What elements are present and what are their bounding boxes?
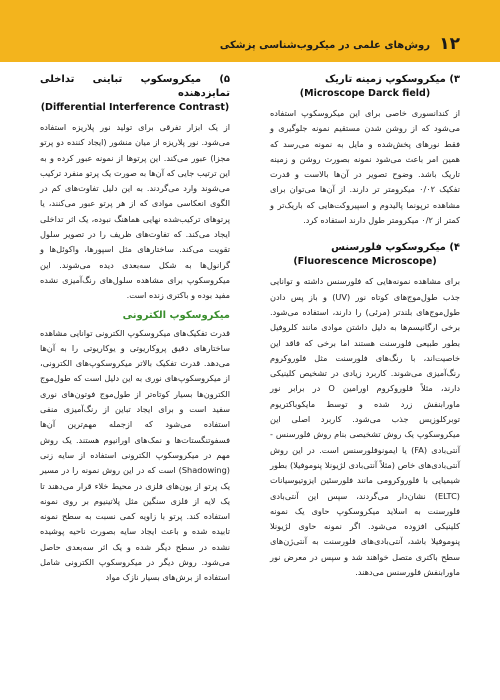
electron-microscope-text: قدرت تفکیک‌های میکروسکوپ الکترونی توانایی مشاهده ساختارهای دقیق پروکاریوتی و یوکاریوتی را به آن‌ها می‌دهد. قدرت تفکیک بالاتر میکروسکوپ‌های الکترونی، از میکروسکوپ‌های نوری به این دلیل است که طول‌موج الکترون‌ها بسیار کوتاه‌تر از طول‌موج فوتون‌های نوری سفید است و برای ایجاد تباین از رنگ‌آمیزی منفی استفاده می‌شود که ازجمله مهم‌ترین آن‌ها فسفوتنگستات‌ها و نمک‌های اورانیوم هستند. یک روش مهم در میکروسکوپ الکترونی استفاده از سایه زنی (Shadowing) است که در این روش نمونه را در مسیر یک پرتو از یون‌های فلزی در محیط خلاء قرار می‌دهند تا یک لایه از فلزی سنگین مثل پلاتینیوم بر روی نمونه استفاده کند. پرتو با زاویه کمی نسبت به سطح نمونه تابیده شده و باعث ایجاد سایه بصورت ناحیه پوشیده نشده در سطح دیگر شده و یک اثر سه‌بعدی حاصل می‌شود. روش دیگر در میکروسکوپ الکترونی شامل استفاده از برش‌های بسیار نازک مواد [40,327,230,583]
left-column [40,73,230,591]
page-header [0,0,500,62]
page-number: ۱۲ [439,34,460,54]
section-3-text: از کندانسوری خاصی برای این میکروسکوپ استفاده می‌شود که از روشن شدن مستقیم نمونه جلوگیری و فقط نورهای پخش‌شده و مایل به نمونه می‌رسد که همین امر باعث می‌شود نمونه بصورت روشن و زمینه تاریک باشد. وضوح تصویر در آن‌ها بالاست و قدرت تفکیک ۰/۰۲ میکرومتر تر دارند. از آن‌ها می‌توان برای مشاهده ترپونما پالیدوم و اسپیروکت‌هایی که باریک‌تر و کمتر از ۰/۲ میکرومتر طول دارند استفاده کرد. [270,108,460,226]
section-3-heading-en: (Microscope Darck field) [299,88,431,99]
electron-microscope-heading: میکروسکوپ الکترونی [122,309,230,321]
running-title: روش‌های علمی در میکروب‌شناسی پزشکی [219,40,430,51]
section-3-heading: ۳) میکروسکوپ زمینه تاریک [324,74,460,85]
section-4-text: برای مشاهده نمونه‌هایی که فلورسنس داشته و توانایی جذب طول‌موج‌های کوتاه نور (UV) و باز پس دادن طول‌موج‌های بلندتر (مرئی) را دارند، استفاده می‌شود. برخی ارگانیسم‌ها به دلیل داشتن موادی مانند کلروفیل بطور طبیعی فلورسنت هستند اما برخی که فاقد این خاصیت‌اند، با رنگ‌های فلورسنت مثل فلوروکروم رنگ‌آمیزی می‌شوند. کاربرد زیادی در تشخیص کلینیکی دارند، مثلاً فلوروکروم اورامین O در برابر نور ماورابنفش زرد شده و توسط مایکوباکتریوم توبرکلوزیس جذب می‌شود. کاربرد اصلی این میکروسکوپ یک روش تشخیصی بنام روش فلورسنس - آنتی‌بادی (FA) یا ایمونوفلورسنس است. در این روش آنتی‌بادی‌های خاص (مثلاً آنتی‌بادی‌ لژیونلا پنوموفیلا) بطور شیمیایی با فلوروکرومی مانند فلورسئین ایزوتیوسیانات (ELTC) نشان‌دار می‌گردند، سپس این آنتی‌بادی فلورسنت به اسلاید میکروسکوپ حاوی یک نمونه کلینیکی افزوده می‌شود. اگر نمونه حاوی لژیونلا پنوموفیلا باشد، آنتی‌بادی‌های فلورسنت به آنتی‌ژن‌های سطح باکتری متصل خواهند شد و سپس در معرض نور ماورابنفش فلورسنس می‌دهند. [270,276,460,578]
section-5-heading: ۵) میکروسکوپ تباینی تداخلی تمایزدهنده [40,74,230,99]
section-4-heading-en: (Fluorescence Microscope) [293,256,437,268]
section-5-heading-en: (Differential Interference Contrast) [40,102,230,113]
section-4-heading: ۴) میکروسکوپ فلورسنس [331,242,460,254]
section-5-text: از یک ابزار تفرقی برای تولید نور پلاریزه استفاده می‌شود. نور پلاریزه از میان منشور (ایجاد کننده دو پرتو مجزا) عبور می‌کند. این پرتوها از نمونه عبور کرده و به این ترتیب جایی که آن‌ها به صورت یک پرتو منفرد ترکیب می‌شوند وارد می‌گردند. به این دلیل تفاوت‌های کم در الگوی انعکاسی موادی که از هر پرتو عبور می‌کنند، یا پرتوهای ترکیب‌شده نهایی هماهنگ نبوده، یک اثر تداخلی ایجاد می‌کند. که تفاوت‌های ظریف را در تصویر سلول تقویت می‌کند. ساختارهای مثل اسپورها، واکوئل‌ها و گرانول‌ها به شکل سه‌بعدی دیده می‌شوند. این میکروسکوپ برای مشاهده سلول‌های رنگ‌آمیزی نشده مفید بوده و باکتری زنده است. [40,122,230,301]
right-column [270,73,460,585]
